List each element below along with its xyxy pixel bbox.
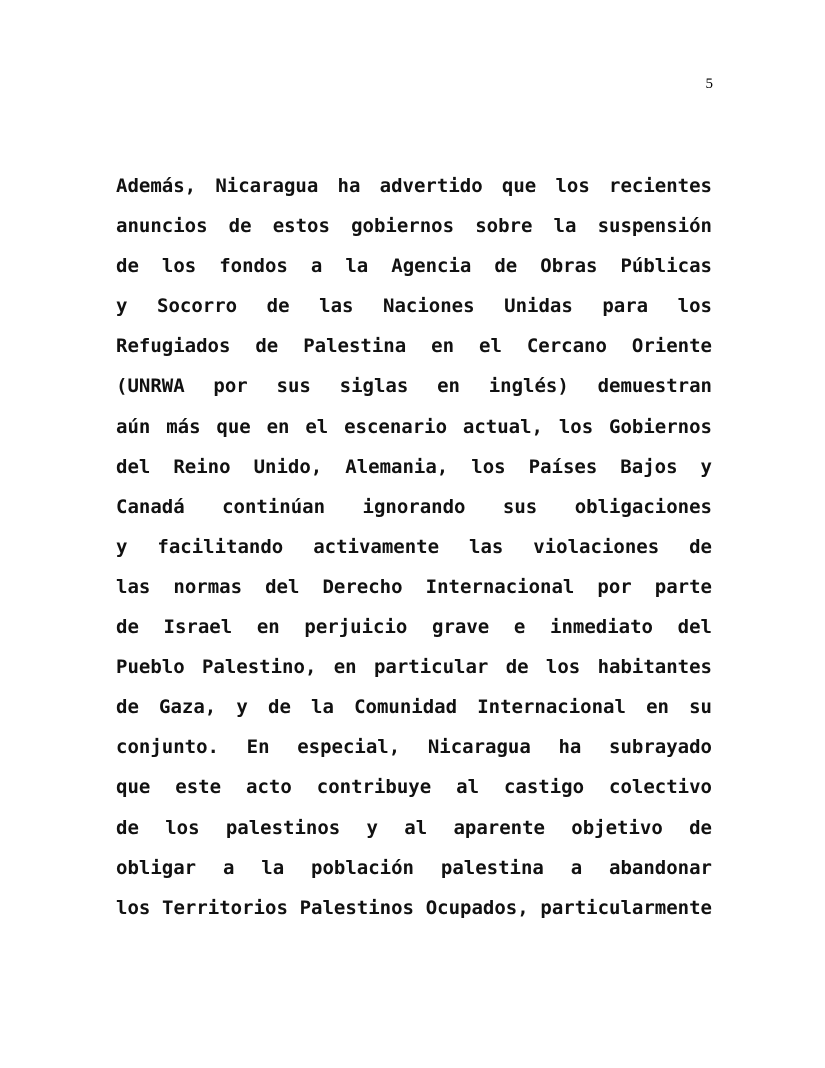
- text-line: de los palestinos y al aparente objetivo de: [116, 816, 712, 839]
- text-line: aún más que en el escenario actual, los Gobiernos: [116, 415, 712, 438]
- text-line: (UNRWA por sus siglas en inglés) demuestran: [116, 375, 712, 398]
- text-line: Refugiados de Palestina en el Cercano Oriente: [116, 335, 712, 358]
- text-line: Canadá continúan ignorando sus obligaciones: [116, 495, 712, 518]
- text-line: anuncios de estos gobiernos sobre la suspensión: [116, 215, 712, 238]
- text-line: obligar a la población palestina a abandonar: [116, 856, 712, 879]
- text-line: de los fondos a la Agencia de Obras Públicas: [116, 255, 712, 278]
- body-paragraph: [116, 170, 712, 932]
- text-line: de Gaza, y de la Comunidad Internacional en su: [116, 696, 712, 719]
- text-line: las normas del Derecho Internacional por parte: [116, 575, 712, 598]
- page-number: 5: [705, 76, 713, 92]
- text-line: del Reino Unido, Alemania, los Países Bajos y: [116, 455, 712, 478]
- text-line: Además, Nicaragua ha advertido que los recientes: [116, 175, 712, 197]
- text-line: que este acto contribuye al castigo colectivo: [116, 776, 712, 799]
- text-line: de Israel en perjuicio grave e inmediato del: [116, 616, 712, 639]
- text-line: conjunto. En especial, Nicaragua ha subrayado: [116, 736, 712, 759]
- text-line: y facilitando activamente las violaciones de: [116, 535, 712, 558]
- text-line: y Socorro de las Naciones Unidas para los: [116, 295, 712, 318]
- text-line: Pueblo Palestino, en particular de los habitantes: [116, 656, 712, 679]
- text-line: los Territorios Palestinos Ocupados, particularmente: [116, 896, 712, 919]
